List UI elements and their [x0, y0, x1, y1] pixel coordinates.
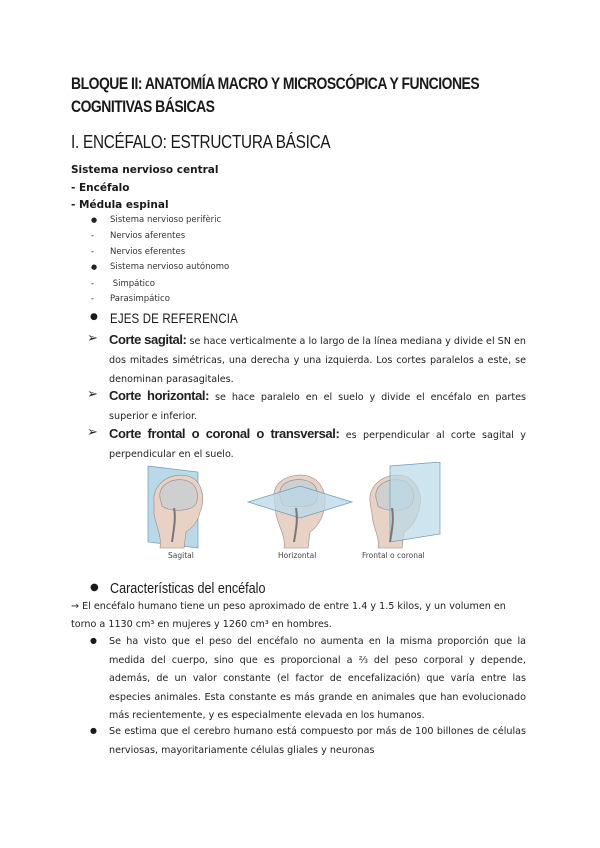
bullet-icon: ● — [90, 726, 97, 735]
cns-item-medula: - Médula espinal — [71, 199, 169, 211]
sagittal-text: se hace verticalmente a lo largo de la línea mediana y divide el SN en dos mitades simétricas, una derecha y una izquierda. Los cortes paralelos a este, se denominan parasagitales. — [109, 336, 526, 385]
caption-frontal: Frontal o coronal — [362, 551, 425, 560]
frontal-text: es perpendicular al corte sagital y perpendicular en el suelo. — [109, 430, 526, 460]
characteristics-intro: → El encéfalo humano tiene un peso aproximado de entre 1.4 y 1.5 kilos, y un volumen en torno a 1130 cm³ en mujeres y 1260 cm³ en hombres. — [71, 601, 506, 630]
horizontal-paragraph — [109, 386, 526, 426]
caption-horizontal: Horizontal — [278, 551, 317, 560]
horizontal-illustration — [248, 475, 352, 548]
characteristics-heading: Características del encéfalo — [110, 580, 266, 597]
list-item: Parasimpático — [110, 294, 170, 304]
list-marker: - — [91, 294, 95, 304]
horizontal-term: Corte horizontal: — [109, 388, 210, 403]
list-marker: - — [91, 279, 95, 289]
list-marker: ● — [91, 216, 98, 224]
list-item: Sistema nervioso autónomo — [110, 262, 230, 272]
cns-label: Sistema nervioso central — [71, 164, 219, 176]
characteristics-point: Se ha visto que el peso del encéfalo no aumenta en la misma proporción que la medida del cuerpo, sino que es proporcional a ⅔ del peso corporal y depende, además, de un valor constante (el factor de encefalización) que varía entre las especies animales. Esta constante es más grande en animales que han evolucionado más recientemente, y es especialmente elevada en los humanos. — [109, 636, 526, 721]
list-marker: - — [91, 247, 95, 257]
arrow-icon: ➢ — [87, 331, 98, 346]
list-marker: ● — [91, 263, 98, 271]
cns-item-encefalo: - Encéfalo — [71, 182, 130, 194]
list-marker: - — [91, 231, 95, 241]
arrow-icon: ➢ — [87, 387, 98, 402]
brain-planes-figure — [140, 462, 450, 562]
frontal-paragraph — [109, 424, 526, 464]
frontal-illustration — [370, 462, 440, 548]
characteristics-point: Se estima que el cerebro humano está compuesto por más de 100 billones de células nerviosas, mayoritariamente células gliales y neuronas — [109, 726, 526, 756]
bullet-icon: ● — [90, 636, 97, 645]
list-item: Simpático — [110, 279, 155, 289]
sagittal-term: Corte sagital: — [109, 332, 187, 347]
frontal-term: Corte frontal o coronal o transversal: — [109, 426, 340, 441]
document-title: BLOQUE II: ANATOMÍA MACRO Y MICROSCÓPICA Y FUNCIONES COGNITIVAS BÁSICAS — [71, 74, 480, 116]
sagittal-illustration — [148, 466, 203, 548]
list-item: Nervios aferentes — [110, 231, 186, 241]
bullet-icon: ● — [90, 312, 98, 322]
caption-sagital: Sagital — [168, 551, 194, 560]
sagittal-paragraph — [109, 330, 526, 389]
axes-heading: EJES DE REFERENCIA — [110, 310, 238, 326]
bullet-icon: ● — [90, 582, 99, 593]
horizontal-text: se hace paralelo en el suelo y divide el encéfalo en partes superior e inferior. — [109, 392, 526, 422]
section-heading: I. ENCÉFALO: ESTRUCTURA BÁSICA — [71, 132, 331, 152]
list-item: Sistema nervioso perifèric — [110, 215, 222, 225]
arrow-icon: ➢ — [87, 425, 98, 440]
list-item: Nervios eferentes — [110, 247, 186, 257]
